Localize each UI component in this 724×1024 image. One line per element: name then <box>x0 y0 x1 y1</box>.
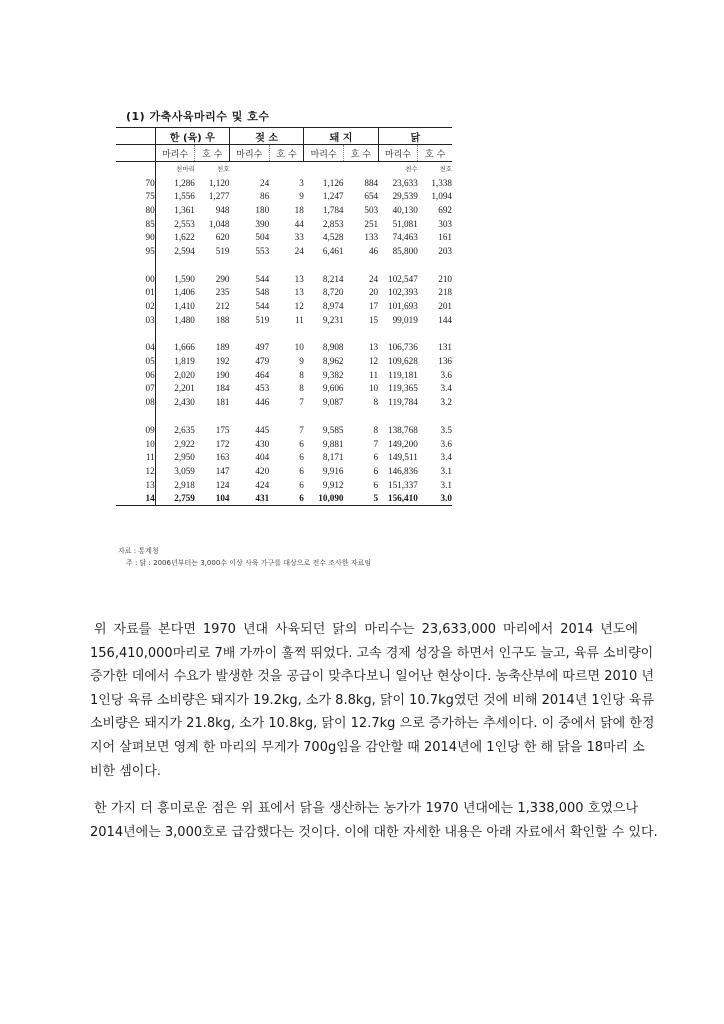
value-cell: 390 <box>255 218 270 229</box>
value-cell: 106,736 <box>387 342 418 353</box>
value-cell: 3.1 <box>440 465 452 476</box>
value-cell: 9 <box>299 191 304 202</box>
value-cell: 4,528 <box>322 232 344 243</box>
table-row <box>116 230 452 244</box>
table-row <box>116 382 452 396</box>
value-cell: 1,590 <box>174 273 195 284</box>
paragraph-line: 한 가지 더 흥미로운 점은 위 표에서 닭을 생산하는 농가가 1970 년대에는 1,338,000 호였으나 <box>94 801 638 816</box>
value-cell: 175 <box>215 424 230 435</box>
value-cell: 102,547 <box>387 273 418 284</box>
source-note: 자료 : 통계청 <box>118 547 159 555</box>
value-cell: 20 <box>368 287 379 298</box>
spacer-row <box>116 258 452 272</box>
year-cell: 13 <box>116 478 155 492</box>
value-cell: 1,410 <box>174 301 195 312</box>
value-cell: 184 <box>215 383 230 394</box>
value-cell: 172 <box>215 438 230 449</box>
units-year-cell <box>116 162 155 176</box>
year-cell: 07 <box>116 382 155 396</box>
spacer-cell <box>269 409 304 423</box>
table-row <box>116 464 452 478</box>
value-cell: 519 <box>255 314 270 325</box>
value-cell: 5 <box>344 491 379 505</box>
unit-cell: 천수 <box>405 165 418 174</box>
value-cell: 11 <box>294 314 304 325</box>
subheader-households: 호 수 <box>269 145 304 162</box>
value-cell: 9,912 <box>322 479 344 490</box>
value-cell: 1,120 <box>208 177 230 188</box>
table-row <box>116 395 452 409</box>
year-cell: 95 <box>116 244 155 258</box>
spacer-cell <box>116 409 155 423</box>
spacer-row <box>116 409 452 423</box>
value-cell: 119,365 <box>388 383 418 394</box>
value-cell: 6 <box>373 479 379 490</box>
value-cell: 2,918 <box>174 479 195 490</box>
spacer-cell <box>378 409 418 423</box>
value-cell: 9 <box>299 356 304 367</box>
value-cell: 144 <box>438 314 452 325</box>
value-cell: 85,800 <box>392 245 418 256</box>
value-cell: 1,556 <box>174 191 195 202</box>
year-header-cell <box>116 128 155 145</box>
value-cell: 404 <box>255 452 270 463</box>
value-cell: 188 <box>215 314 230 325</box>
value-cell: 445 <box>255 424 270 435</box>
year-cell: 00 <box>116 272 155 286</box>
value-cell: 9,231 <box>322 314 344 325</box>
year-cell: 09 <box>116 423 155 437</box>
value-cell: 424 <box>255 479 270 490</box>
year-cell: 06 <box>116 368 155 382</box>
value-cell: 10 <box>368 383 379 394</box>
value-cell: 119,784 <box>388 397 418 408</box>
value-cell: 7 <box>299 424 304 435</box>
subheader-head-count: 마리수 <box>304 145 344 162</box>
value-cell: 181 <box>215 397 230 408</box>
value-cell: 1,406 <box>174 287 195 298</box>
value-cell: 9,087 <box>322 397 344 408</box>
group-header-hanwoo: 한 (육) 우 <box>155 128 229 145</box>
value-cell: 146,836 <box>387 465 418 476</box>
spacer-cell <box>304 409 344 423</box>
value-cell: 1,126 <box>322 177 344 188</box>
value-cell: 133 <box>364 232 379 243</box>
value-cell: 2,594 <box>174 245 195 256</box>
spacer-cell <box>195 327 230 341</box>
value-cell: 6 <box>299 452 304 463</box>
value-cell: 1,819 <box>174 356 195 367</box>
value-cell: 10,090 <box>304 491 344 505</box>
spacer-row <box>116 327 452 341</box>
value-cell: 3.6 <box>440 438 452 449</box>
value-cell: 203 <box>438 245 452 256</box>
subheader-head-count: 마리수 <box>230 145 270 162</box>
table-row <box>116 478 452 492</box>
spacer-cell <box>155 327 195 341</box>
paragraph-1 <box>90 618 655 783</box>
value-cell: 1,277 <box>208 191 230 202</box>
spacer-cell <box>155 258 195 272</box>
year-cell: 14 <box>116 491 155 505</box>
value-cell: 2,950 <box>174 452 195 463</box>
value-cell: 11 <box>369 369 379 380</box>
value-cell: 503 <box>364 204 379 215</box>
value-cell: 548 <box>255 287 270 298</box>
value-cell: 9,881 <box>322 438 344 449</box>
value-cell: 147 <box>215 465 230 476</box>
value-cell: 190 <box>215 369 230 380</box>
value-cell: 9,585 <box>322 424 344 435</box>
value-cell: 6 <box>299 479 304 490</box>
value-cell: 8 <box>299 369 304 380</box>
value-cell: 101,693 <box>387 301 418 312</box>
table-title: (1) 가축사육마리수 및 호수 <box>126 110 270 123</box>
value-cell: 104 <box>195 491 230 505</box>
spacer-cell <box>304 258 344 272</box>
spacer-cell <box>195 258 230 272</box>
spacer-cell <box>269 258 304 272</box>
value-cell: 7 <box>373 438 379 449</box>
value-cell: 46 <box>368 245 379 256</box>
spacer-cell <box>344 258 379 272</box>
year-cell: 03 <box>116 313 155 327</box>
value-cell: 33 <box>294 232 304 243</box>
table-row <box>116 437 452 451</box>
unit-cell <box>269 162 304 176</box>
value-cell: 138,768 <box>387 424 418 435</box>
group-header-chicken: 닭 <box>378 128 452 145</box>
subheader-households: 호 수 <box>195 145 230 162</box>
paragraph-2 <box>90 797 658 844</box>
value-cell: 303 <box>438 218 452 229</box>
value-cell: 1,338 <box>431 177 452 188</box>
value-cell: 149,200 <box>387 438 418 449</box>
value-cell: 290 <box>215 273 230 284</box>
value-cell: 201 <box>438 301 452 312</box>
value-cell: 1,286 <box>174 177 195 188</box>
year-cell: 10 <box>116 437 155 451</box>
unit-cell <box>230 162 270 176</box>
year-cell: 90 <box>116 230 155 244</box>
table-row <box>116 217 452 231</box>
table-row <box>116 189 452 203</box>
value-cell: 13 <box>368 342 379 353</box>
value-cell: 7 <box>299 397 304 408</box>
table-body <box>116 162 452 506</box>
value-cell: 102,393 <box>387 287 418 298</box>
value-cell: 2,759 <box>155 491 195 505</box>
value-cell: 430 <box>255 438 270 449</box>
value-cell: 453 <box>255 383 270 394</box>
value-cell: 2,853 <box>322 218 344 229</box>
value-cell: 3.1 <box>440 479 452 490</box>
value-cell: 6 <box>373 465 379 476</box>
year-cell: 85 <box>116 217 155 231</box>
value-cell: 192 <box>215 356 230 367</box>
spacer-cell <box>418 327 452 341</box>
unit-cell <box>344 162 379 176</box>
value-cell: 163 <box>215 452 230 463</box>
value-cell: 24 <box>368 273 379 284</box>
value-cell: 109,628 <box>387 356 418 367</box>
paragraph-line: 지어 살펴보면 영계 한 마리의 무게가 700g임을 감안할 때 2014년에 1인당 한 해 닭을 18마리 소 <box>90 739 645 755</box>
value-cell: 6,461 <box>322 245 344 256</box>
value-cell: 151,337 <box>387 479 418 490</box>
value-cell: 3.6 <box>440 369 452 380</box>
value-cell: 15 <box>368 314 379 325</box>
table-row <box>116 450 452 464</box>
value-cell: 6 <box>299 438 304 449</box>
year-cell: 80 <box>116 203 155 217</box>
value-cell: 519 <box>215 245 230 256</box>
subheader-households: 호 수 <box>418 145 452 162</box>
spacer-cell <box>418 258 452 272</box>
value-cell: 2,020 <box>174 369 195 380</box>
value-cell: 2,922 <box>174 438 195 449</box>
value-cell: 420 <box>255 465 270 476</box>
value-cell: 3,059 <box>174 465 195 476</box>
spacer-cell <box>230 258 270 272</box>
spacer-cell <box>418 409 452 423</box>
unit-cell: 천호 <box>439 165 452 174</box>
value-cell: 6 <box>269 491 304 505</box>
value-cell: 180 <box>255 204 270 215</box>
value-cell: 18 <box>294 204 304 215</box>
value-cell: 3.4 <box>440 452 452 463</box>
value-cell: 1,622 <box>174 232 195 243</box>
table-row <box>116 203 452 217</box>
value-cell: 8,962 <box>322 356 344 367</box>
group-header-pig: 돼 지 <box>304 128 378 145</box>
year-cell: 02 <box>116 299 155 313</box>
paragraph-line: 156,410,000마리로 7배 가까이 훌쩍 뛰었다. 고속 경제 성장을 하면서 인구도 늘고, 육류 소비량이 <box>90 645 654 661</box>
value-cell: 212 <box>215 301 230 312</box>
year-cell: 12 <box>116 464 155 478</box>
group-header-row <box>116 128 452 145</box>
paragraph-line: 위 자료를 본다면 1970 년대 사육되던 닭의 마리수는 23,633,000 마리에서 2014 년도에 <box>94 622 638 637</box>
value-cell: 51,081 <box>392 218 418 229</box>
value-cell: 9,382 <box>322 369 344 380</box>
value-cell: 13 <box>294 273 304 284</box>
subheader-head-count: 마리수 <box>155 145 195 162</box>
spacer-cell <box>378 327 418 341</box>
spacer-cell <box>116 258 155 272</box>
value-cell: 497 <box>255 342 270 353</box>
value-cell: 6 <box>299 465 304 476</box>
spacer-cell <box>378 258 418 272</box>
value-cell: 948 <box>215 204 230 215</box>
subheader-households: 호 수 <box>344 145 379 162</box>
spacer-cell <box>195 409 230 423</box>
year-cell: 70 <box>116 176 155 190</box>
group-header-dairy: 젖 소 <box>230 128 304 145</box>
year-cell: 01 <box>116 286 155 300</box>
year-cell: 11 <box>116 450 155 464</box>
value-cell: 6 <box>373 452 379 463</box>
value-cell: 553 <box>255 245 270 256</box>
spacer-cell <box>116 327 155 341</box>
value-cell: 119,181 <box>388 369 418 380</box>
paragraph-line: 소비량은 돼지가 21.8kg, 소가 10.8kg, 닭이 12.7kg 으로 증가하는 추세이다. 이 중에서 닭에 한정 <box>90 716 655 732</box>
value-cell: 8,720 <box>322 287 344 298</box>
value-cell: 86 <box>260 191 270 202</box>
table-row <box>116 313 452 327</box>
value-cell: 8 <box>373 424 379 435</box>
value-cell: 504 <box>255 232 270 243</box>
value-cell: 9,916 <box>322 465 344 476</box>
value-cell: 189 <box>215 342 230 353</box>
value-cell: 124 <box>215 479 230 490</box>
value-cell: 149,511 <box>388 452 418 463</box>
spacer-cell <box>230 409 270 423</box>
value-cell: 1,784 <box>322 204 344 215</box>
table-row <box>116 341 452 355</box>
value-cell: 446 <box>255 397 270 408</box>
value-cell: 8,974 <box>322 301 344 312</box>
unit-cell <box>304 162 344 176</box>
value-cell: 1,361 <box>174 204 195 215</box>
value-cell: 235 <box>215 287 230 298</box>
table-row <box>116 354 452 368</box>
value-cell: 692 <box>438 204 452 215</box>
value-cell: 210 <box>438 273 452 284</box>
value-cell: 9,606 <box>322 383 344 394</box>
value-cell: 3.2 <box>440 397 452 408</box>
paragraph-line: 2014년에는 3,000호로 급감했다는 것이다. 이에 대한 자세한 내용은 아래 자료에서 확인할 수 있다. <box>90 824 658 840</box>
value-cell: 1,094 <box>431 191 452 202</box>
sub-header-row <box>116 145 452 162</box>
value-cell: 40,130 <box>392 204 418 215</box>
year-cell: 75 <box>116 189 155 203</box>
table-row <box>116 491 452 505</box>
value-cell: 3.0 <box>418 491 452 505</box>
table-row <box>116 286 452 300</box>
value-cell: 12 <box>294 301 304 312</box>
value-cell: 2,201 <box>174 383 195 394</box>
value-cell: 156,410 <box>378 491 418 505</box>
value-cell: 479 <box>255 356 270 367</box>
value-cell: 884 <box>364 177 379 188</box>
year-cell: 04 <box>116 341 155 355</box>
table-row <box>116 423 452 437</box>
spacer-cell <box>344 409 379 423</box>
value-cell: 620 <box>215 232 230 243</box>
value-cell: 99,019 <box>392 314 418 325</box>
value-cell: 8 <box>299 383 304 394</box>
unit-cell: 천호 <box>216 165 230 174</box>
value-cell: 1,480 <box>174 314 195 325</box>
spacer-cell <box>344 327 379 341</box>
value-cell: 8,908 <box>322 342 344 353</box>
spacer-cell <box>230 327 270 341</box>
value-cell: 44 <box>294 218 304 229</box>
value-cell: 12 <box>368 356 379 367</box>
value-cell: 74,463 <box>392 232 418 243</box>
unit-cell: 천마리 <box>176 165 195 174</box>
value-cell: 544 <box>255 273 270 284</box>
value-cell: 17 <box>368 301 379 312</box>
spacer-cell <box>304 327 344 341</box>
value-cell: 218 <box>438 287 452 298</box>
value-cell: 8,171 <box>322 452 344 463</box>
subheader-head-count: 마리수 <box>378 145 418 162</box>
value-cell: 1,048 <box>208 218 230 229</box>
footnote: 주 : 닭 : 2006년부터는 3,000수 이상 사육 가구를 대상으로 전수 조사한 자료임 <box>126 559 372 567</box>
value-cell: 136 <box>438 356 452 367</box>
value-cell: 2,635 <box>174 424 195 435</box>
paragraph-line: 1인당 육류 소비량은 돼지가 19.2kg, 소가 8.8kg, 닭이 10.7kg였던 것에 비해 2014년 1인당 육류 <box>90 692 655 708</box>
table-row <box>116 368 452 382</box>
value-cell: 131 <box>438 342 452 353</box>
year-cell: 08 <box>116 395 155 409</box>
value-cell: 161 <box>438 232 452 243</box>
value-cell: 431 <box>230 491 270 505</box>
table-row <box>116 244 452 258</box>
value-cell: 3 <box>299 177 304 188</box>
value-cell: 23,633 <box>392 177 418 188</box>
value-cell: 3.5 <box>440 424 452 435</box>
value-cell: 654 <box>364 191 379 202</box>
paragraph-line: 비한 셈이다. <box>90 763 162 779</box>
paragraph-line: 증가한 데에서 수요가 발생한 것을 공급이 맞추다보니 일어난 현상이다. 농축산부에 따르면 2010 년 <box>90 669 655 685</box>
livestock-table <box>116 127 452 506</box>
value-cell: 3.4 <box>440 383 452 394</box>
value-cell: 8 <box>373 397 379 408</box>
spacer-cell <box>269 327 304 341</box>
value-cell: 1,247 <box>322 191 344 202</box>
value-cell: 2,553 <box>174 218 195 229</box>
spacer-cell <box>155 409 195 423</box>
value-cell: 13 <box>294 287 304 298</box>
value-cell: 29,539 <box>392 191 418 202</box>
value-cell: 251 <box>364 218 379 229</box>
value-cell: 1,666 <box>174 342 195 353</box>
table-row <box>116 176 452 190</box>
table-row <box>116 272 452 286</box>
year-cell: 05 <box>116 354 155 368</box>
units-row <box>116 162 452 176</box>
value-cell: 2,430 <box>174 397 195 408</box>
year-subheader-cell <box>116 145 155 162</box>
value-cell: 24 <box>294 245 304 256</box>
value-cell: 544 <box>255 301 270 312</box>
value-cell: 24 <box>260 177 270 188</box>
table-row <box>116 299 452 313</box>
value-cell: 464 <box>255 369 270 380</box>
value-cell: 10 <box>294 342 304 353</box>
value-cell: 8,214 <box>322 273 344 284</box>
